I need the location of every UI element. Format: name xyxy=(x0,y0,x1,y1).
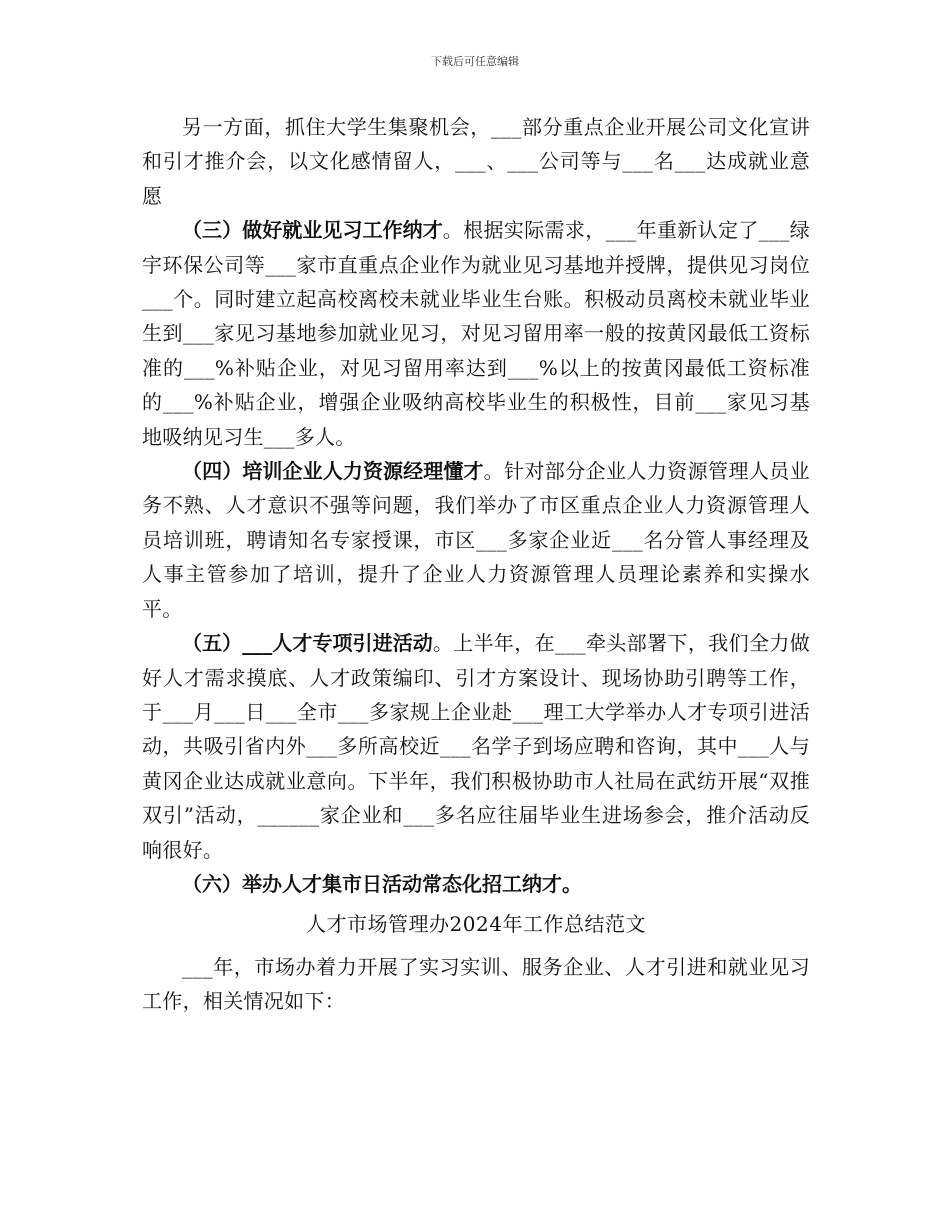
section-title-talent-introduction: （五）___人才专项引进活动 xyxy=(182,631,433,656)
paragraph-internship xyxy=(142,213,810,454)
paragraph-talent-introduction xyxy=(142,626,810,867)
section-title-hr-training: （四）培训企业人力资源经理懂才 xyxy=(182,459,484,484)
paragraph-recruitment-talks: 另一方面，抓住大学生集聚机会，___部分重点企业开展公司文化宣讲和引才推介会，以文化感情留人，___、___公司等与___名___达成就业意愿 xyxy=(142,115,810,208)
section-body-hr-training: 。针对部分企业人力资源管理人员业务不熟、人才意识不强等问题，我们举办了市区重点企业人力资源管理人员培训班，聘请知名专家授课，市区___多家企业近___名分管人事经理及人事主管参加了培训，提升了企业人力资源管理人员理论素养和实操水平。 xyxy=(142,459,810,621)
section-title-talent-market-day: （六）举办人才集市日活动常态化招工纳才。 xyxy=(182,871,582,896)
section-body-internship: 。根据实际需求，___年重新认定了___绿宇环保公司等___家市直重点企业作为就业见习基地并授牌，提供见习岗位___个。同时建立起高校离校未就业毕业生台账。积极动员离校未就业毕业生到___家见习基地参加就业见习，对见习留用率一般的按黄冈最低工资标准的___%补贴企业，对见习留用率达到___%以上的按黄冈最低工资标准的___%补贴企业，增强企业吸纳高校毕业生的积极性，目前___家见习基地吸纳见习生___多人。 xyxy=(142,218,810,449)
section-body-talent-introduction: 。上半年，在___牵头部署下，我们全力做好人才需求摸底、人才政策编印、引才方案设计、现场协助引聘等工作，于___月___日___全市___多家规上企业赴___理工大学举办人才专项引进活动，共吸引省内外___多所高校近___名学子到场应聘和咨询，其中___人与黄冈企业达成就业意向。下半年，我们积极协助市人社局在武纺开展“双推双引”活动，______家企业和___多名应往届毕业生进场参会，推介活动反响很好。 xyxy=(142,631,811,862)
page-header-note: 下载后可任意编辑 xyxy=(431,55,519,68)
document-heading: 人才市场管理办2024年工作总结范文 xyxy=(306,912,646,937)
paragraph-talent-market-day xyxy=(142,867,810,901)
section-title-internship: （三）做好就业见习工作纳才 xyxy=(182,218,443,243)
paragraph-hr-training xyxy=(142,454,810,626)
document-body xyxy=(142,110,810,1019)
paragraph-intro-summary: ___年，市场办着力开展了实习实训、服务企业、人才引进和就业见习工作，相关情况如下： xyxy=(142,954,810,1014)
